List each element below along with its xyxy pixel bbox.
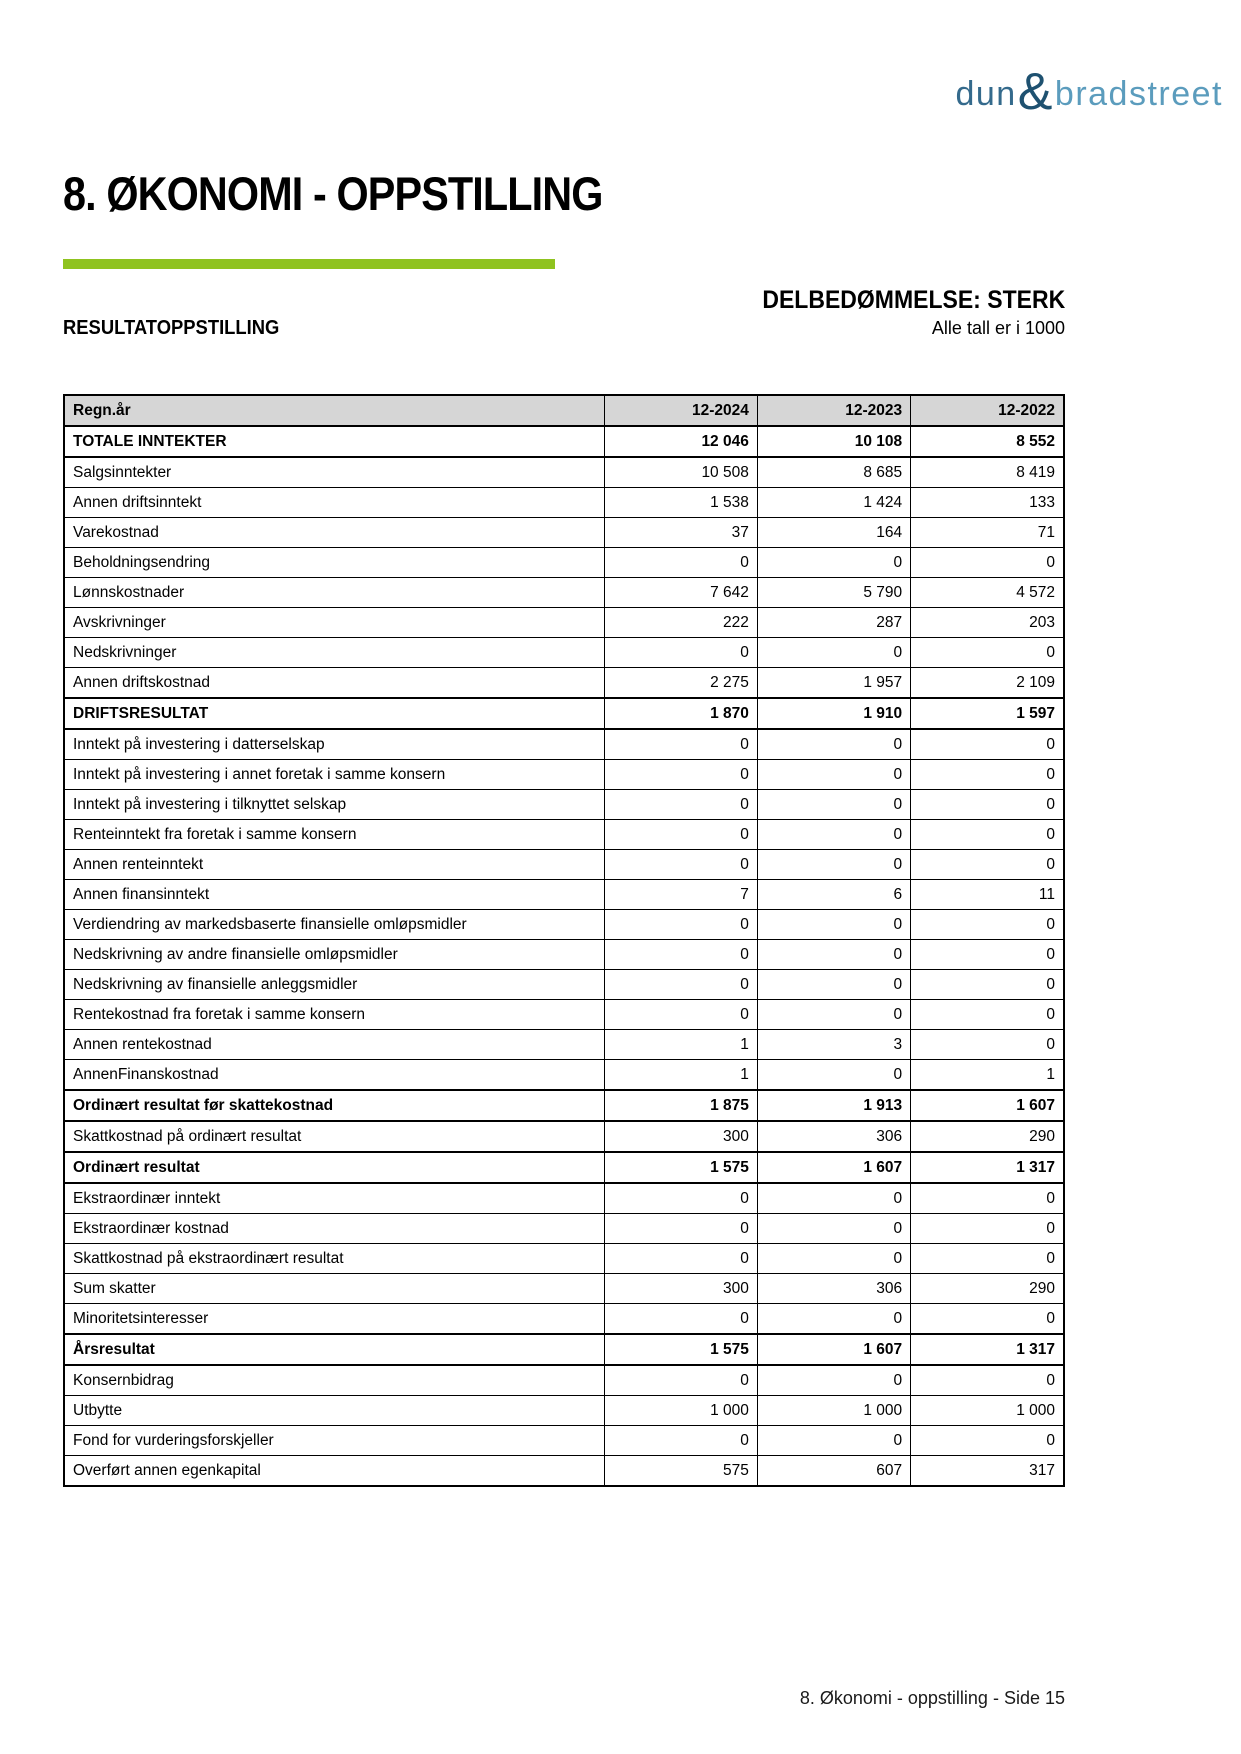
row-label: Ekstraordinær kostnad (64, 1214, 604, 1244)
row-value: 0 (757, 940, 910, 970)
row-value: 0 (911, 970, 1064, 1000)
row-value: 1 870 (604, 698, 757, 729)
row-label: Salgsinntekter (64, 457, 604, 488)
row-value: 0 (757, 638, 910, 668)
row-value: 3 (757, 1030, 910, 1060)
row-value: 8 552 (911, 426, 1064, 457)
row-value: 0 (604, 1304, 757, 1335)
row-value: 607 (757, 1456, 910, 1487)
row-value: 10 508 (604, 457, 757, 488)
row-value: 0 (757, 970, 910, 1000)
row-value: 0 (757, 548, 910, 578)
row-label: Ordinært resultat før skattekostnad (64, 1090, 604, 1121)
row-value: 575 (604, 1456, 757, 1487)
row-value: 203 (911, 608, 1064, 638)
column-header-year: 12-2024 (604, 395, 757, 426)
table-row (64, 1183, 1064, 1214)
row-value: 0 (911, 1183, 1064, 1214)
table-row (64, 880, 1064, 910)
row-value: 8 419 (911, 457, 1064, 488)
row-value: 0 (757, 1426, 910, 1456)
row-value: 0 (604, 970, 757, 1000)
row-value: 1 913 (757, 1090, 910, 1121)
table-row (64, 1426, 1064, 1456)
row-value: 12 046 (604, 426, 757, 457)
row-value: 1 538 (604, 488, 757, 518)
row-label: Utbytte (64, 1396, 604, 1426)
income-statement-table (63, 394, 1065, 1487)
table-row (64, 1304, 1064, 1335)
title-underline-bar (63, 259, 555, 269)
row-label: Annen finansinntekt (64, 880, 604, 910)
row-label: Inntekt på investering i tilknyttet selskap (64, 790, 604, 820)
assessment-rating: DELBEDØMMELSE: STERK (762, 286, 1065, 314)
table-row (64, 668, 1064, 699)
row-label: Fond for vurderingsforskjeller (64, 1426, 604, 1456)
dun-and-bradstreet-logo (955, 63, 1223, 121)
row-value: 0 (757, 760, 910, 790)
row-value: 0 (757, 1060, 910, 1091)
row-label: Nedskrivning av finansielle anleggsmidler (64, 970, 604, 1000)
row-value: 1 000 (911, 1396, 1064, 1426)
row-label: Annen driftsinntekt (64, 488, 604, 518)
row-value: 7 (604, 880, 757, 910)
table-row (64, 790, 1064, 820)
row-value: 8 685 (757, 457, 910, 488)
table-row (64, 1121, 1064, 1152)
row-value: 0 (911, 1030, 1064, 1060)
row-value: 306 (757, 1274, 910, 1304)
row-value: 1 000 (604, 1396, 757, 1426)
row-value: 0 (757, 850, 910, 880)
row-label: AnnenFinanskostnad (64, 1060, 604, 1091)
row-value: 1 000 (757, 1396, 910, 1426)
row-value: 1 607 (911, 1090, 1064, 1121)
row-label: Renteinntekt fra foretak i samme konsern (64, 820, 604, 850)
page-footer: 8. Økonomi - oppstilling - Side 15 (799, 1688, 1065, 1708)
table-row (64, 518, 1064, 548)
row-value: 0 (604, 548, 757, 578)
table-row (64, 729, 1064, 760)
row-value: 0 (757, 729, 910, 760)
row-value: 0 (604, 1000, 757, 1030)
row-label: Konsernbidrag (64, 1365, 604, 1396)
row-value: 0 (911, 820, 1064, 850)
row-value: 0 (911, 940, 1064, 970)
row-value: 306 (757, 1121, 910, 1152)
row-value: 0 (911, 1244, 1064, 1274)
row-label: Overført annen egenkapital (64, 1456, 604, 1487)
row-label: Skattkostnad på ekstraordinært resultat (64, 1244, 604, 1274)
row-value: 37 (604, 518, 757, 548)
table-row (64, 548, 1064, 578)
row-label: Annen rentekostnad (64, 1030, 604, 1060)
row-label: Annen renteinntekt (64, 850, 604, 880)
row-value: 300 (604, 1274, 757, 1304)
row-label: Inntekt på investering i datterselskap (64, 729, 604, 760)
row-value: 1 (604, 1060, 757, 1091)
row-label: Avskrivninger (64, 608, 604, 638)
row-value: 1 957 (757, 668, 910, 699)
table-row (64, 1152, 1064, 1183)
row-value: 0 (911, 1365, 1064, 1396)
row-value: 0 (757, 820, 910, 850)
units-note: Alle tall er i 1000 (931, 318, 1065, 338)
row-value: 0 (604, 850, 757, 880)
row-value: 317 (911, 1456, 1064, 1487)
row-value: 164 (757, 518, 910, 548)
row-value: 0 (604, 1244, 757, 1274)
table-row (64, 910, 1064, 940)
table-row (64, 1396, 1064, 1426)
row-value: 0 (911, 729, 1064, 760)
row-value: 1 607 (757, 1334, 910, 1365)
ampersand-logo-icon: & (1017, 63, 1054, 121)
row-label: Annen driftskostnad (64, 668, 604, 699)
logo-text-dun: dun (955, 74, 1017, 113)
row-value: 0 (911, 1000, 1064, 1030)
table-header-row (64, 395, 1064, 426)
row-value: 222 (604, 608, 757, 638)
row-value: 0 (604, 1183, 757, 1214)
table-row (64, 457, 1064, 488)
row-value: 1 575 (604, 1152, 757, 1183)
table-row (64, 426, 1064, 457)
row-label: Nedskrivninger (64, 638, 604, 668)
row-value: 133 (911, 488, 1064, 518)
table-row (64, 1334, 1064, 1365)
row-value: 0 (757, 1214, 910, 1244)
row-value: 290 (911, 1274, 1064, 1304)
row-value: 1 875 (604, 1090, 757, 1121)
row-label: Varekostnad (64, 518, 604, 548)
row-value: 71 (911, 518, 1064, 548)
row-value: 7 642 (604, 578, 757, 608)
table-row (64, 970, 1064, 1000)
row-label: Lønnskostnader (64, 578, 604, 608)
logo-text-bradstreet: bradstreet (1054, 74, 1223, 113)
row-value: 2 275 (604, 668, 757, 699)
table-row (64, 760, 1064, 790)
row-value: 1 575 (604, 1334, 757, 1365)
table-row (64, 940, 1064, 970)
section-heading: RESULTATOPPSTILLING (63, 317, 280, 339)
row-value: 2 109 (911, 668, 1064, 699)
row-value: 0 (604, 638, 757, 668)
row-value: 0 (911, 910, 1064, 940)
page-title: 8. ØKONOMI - OPPSTILLING (63, 167, 603, 220)
table-row (64, 1456, 1064, 1487)
row-value: 0 (757, 1365, 910, 1396)
row-value: 0 (911, 760, 1064, 790)
table-row (64, 820, 1064, 850)
row-value: 0 (911, 790, 1064, 820)
row-value: 1 910 (757, 698, 910, 729)
row-value: 10 108 (757, 426, 910, 457)
table-row (64, 1090, 1064, 1121)
row-value: 0 (604, 820, 757, 850)
row-value: 0 (757, 1183, 910, 1214)
table-row (64, 488, 1064, 518)
row-value: 0 (757, 1000, 910, 1030)
table-row (64, 578, 1064, 608)
row-value: 4 572 (911, 578, 1064, 608)
row-value: 1 424 (757, 488, 910, 518)
table-row (64, 608, 1064, 638)
row-label: Minoritetsinteresser (64, 1304, 604, 1335)
row-value: 0 (604, 910, 757, 940)
row-value: 300 (604, 1121, 757, 1152)
table-row (64, 1365, 1064, 1396)
row-value: 0 (604, 1365, 757, 1396)
row-value: 0 (604, 940, 757, 970)
row-value: 6 (757, 880, 910, 910)
row-label: Skattkostnad på ordinært resultat (64, 1121, 604, 1152)
row-value: 0 (604, 1426, 757, 1456)
row-value: 0 (911, 850, 1064, 880)
row-value: 290 (911, 1121, 1064, 1152)
row-value: 0 (757, 1304, 910, 1335)
row-label: Rentekostnad fra foretak i samme konsern (64, 1000, 604, 1030)
row-value: 0 (604, 760, 757, 790)
table-row (64, 850, 1064, 880)
row-value: 11 (911, 880, 1064, 910)
row-value: 5 790 (757, 578, 910, 608)
table-row (64, 1214, 1064, 1244)
column-header-label: Regn.år (64, 395, 604, 426)
row-label: Ekstraordinær inntekt (64, 1183, 604, 1214)
row-value: 0 (604, 790, 757, 820)
row-label: Ordinært resultat (64, 1152, 604, 1183)
table-row (64, 638, 1064, 668)
row-value: 1 317 (911, 1334, 1064, 1365)
table-row (64, 1244, 1064, 1274)
row-value: 0 (604, 1214, 757, 1244)
table-row (64, 1000, 1064, 1030)
row-label: DRIFTSRESULTAT (64, 698, 604, 729)
row-label: TOTALE INNTEKTER (64, 426, 604, 457)
table-row (64, 1274, 1064, 1304)
row-value: 0 (757, 790, 910, 820)
row-label: Årsresultat (64, 1334, 604, 1365)
row-label: Nedskrivning av andre finansielle omløpsmidler (64, 940, 604, 970)
row-label: Beholdningsendring (64, 548, 604, 578)
row-value: 1 (911, 1060, 1064, 1091)
row-value: 0 (604, 729, 757, 760)
column-header-year: 12-2022 (911, 395, 1064, 426)
row-value: 0 (911, 1214, 1064, 1244)
row-value: 0 (911, 1426, 1064, 1456)
row-label: Inntekt på investering i annet foretak i samme konsern (64, 760, 604, 790)
row-value: 287 (757, 608, 910, 638)
row-value: 0 (757, 910, 910, 940)
table-row (64, 1030, 1064, 1060)
row-value: 0 (911, 548, 1064, 578)
row-value: 0 (911, 638, 1064, 668)
row-value: 1 607 (757, 1152, 910, 1183)
column-header-year: 12-2023 (757, 395, 910, 426)
row-value: 1 317 (911, 1152, 1064, 1183)
row-value: 0 (757, 1244, 910, 1274)
table-row (64, 1060, 1064, 1091)
row-label: Verdiendring av markedsbaserte finansielle omløpsmidler (64, 910, 604, 940)
row-value: 1 (604, 1030, 757, 1060)
table-row (64, 698, 1064, 729)
row-label: Sum skatter (64, 1274, 604, 1304)
row-value: 1 597 (911, 698, 1064, 729)
row-value: 0 (911, 1304, 1064, 1335)
